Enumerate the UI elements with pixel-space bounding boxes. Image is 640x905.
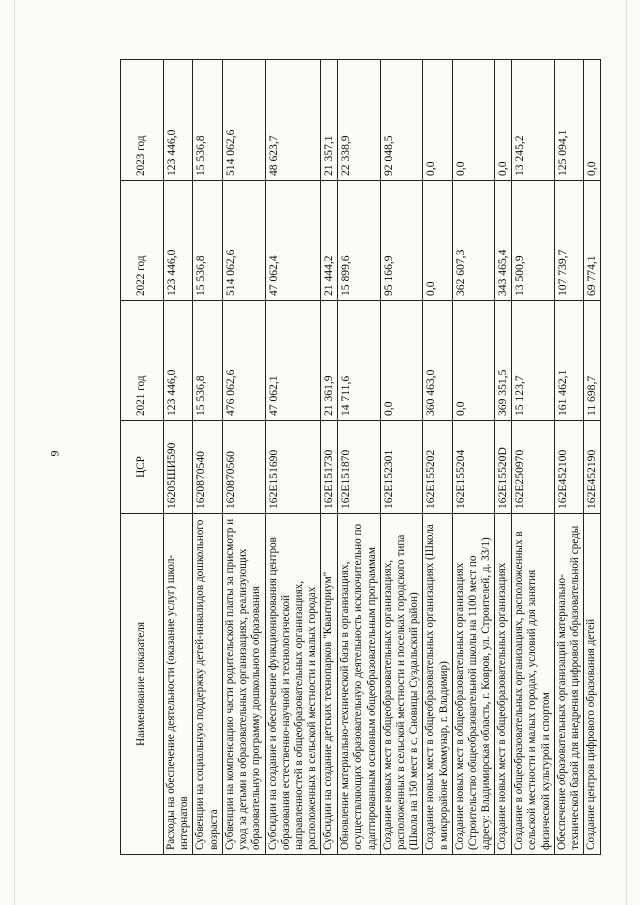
value-2023: 15 536,8 (193, 60, 222, 181)
row-code: 162E151870 (338, 421, 381, 514)
row-code: 162E452100 (554, 421, 583, 514)
row-name: Расходы на обеспечение деятельности (оказание услуг) школ-интернатов (164, 514, 193, 855)
scan-edge-left (14, 0, 15, 905)
row-code: 1620870560 (222, 421, 265, 514)
header-2021: 2021 год (121, 301, 164, 421)
header-name: Наименование показателя (121, 514, 164, 855)
row-code: 16205ШИ590 (164, 421, 193, 514)
value-2023: 514 062,6 (222, 60, 265, 181)
value-2023: 0,0 (495, 60, 512, 181)
value-2021: 14 711,6 (338, 301, 381, 421)
row-code: 162E152301 (380, 421, 423, 514)
value-2021: 476 062,6 (222, 301, 265, 421)
value-2022: 362 607,3 (452, 181, 495, 301)
value-2023: 125 094,1 (554, 60, 583, 181)
table-row (164, 60, 193, 855)
row-name: Создание новых мест в общеобразовательных организациях, расположенных в сельской местности и поселках городского типа (Школа на 150 мест в с. Сновицы Суздальский район) (380, 514, 423, 855)
row-name: Обеспечение образовательных организаций материально-технической базой для внедрения цифровой образовательной среды (554, 514, 583, 855)
value-2021: 21 361,9 (321, 301, 338, 421)
table-row (380, 60, 423, 855)
header-code: ЦСР (121, 421, 164, 514)
value-2022: 95 166,9 (380, 181, 423, 301)
row-name: Субсидии на создание и обеспечение функционирования центров образования естественно-научной и технологической направленностей в общеобразовательных организациях, расположенных в сельской местности и малых городах (265, 514, 321, 855)
value-2022: 21 444,2 (321, 181, 338, 301)
table-row (423, 60, 452, 855)
value-2021: 15 536,8 (193, 301, 222, 421)
row-code: 162E155204 (452, 421, 495, 514)
table-row (222, 60, 265, 855)
row-name: Создание новых мест в общеобразовательных организациях (495, 514, 512, 855)
table-row (452, 60, 495, 855)
table-row (512, 60, 555, 855)
value-2023: 123 446,0 (164, 60, 193, 181)
value-2021: 360 463,0 (423, 301, 452, 421)
table-row (321, 60, 338, 855)
value-2021: 123 446,0 (164, 301, 193, 421)
page-number: 9 (47, 450, 62, 457)
table-header-row (121, 60, 164, 855)
row-code: 162E452190 (584, 421, 601, 514)
value-2022: 47 062,4 (265, 181, 321, 301)
value-2021: 369 351,5 (495, 301, 512, 421)
value-2023: 0,0 (423, 60, 452, 181)
value-2023: 92 048,5 (380, 60, 423, 181)
value-2023: 21 357,1 (321, 60, 338, 181)
table-row (193, 60, 222, 855)
value-2021: 11 698,7 (584, 301, 601, 421)
table-row (265, 60, 321, 855)
table-row (338, 60, 381, 855)
value-2023: 0,0 (584, 60, 601, 181)
table-row (554, 60, 583, 855)
row-code: 162E15520D (495, 421, 512, 514)
row-code: 162E155202 (423, 421, 452, 514)
row-name: Создание новых мест в общеобразовательных организациях (Строительство общеобразовательной школы на 1100 мест по адресу: Владимирская область, г. Ковров, ул. Строителей, д. 33/1) (452, 514, 495, 855)
value-2022: 0,0 (423, 181, 452, 301)
header-2022: 2022 год (121, 181, 164, 301)
value-2023: 48 623,7 (265, 60, 321, 181)
value-2023: 13 245,2 (512, 60, 555, 181)
row-code: 1620870540 (193, 421, 222, 514)
row-name: Создание центров цифрового образования детей (584, 514, 601, 855)
value-2021: 15 123,7 (512, 301, 555, 421)
header-2023: 2023 год (121, 60, 164, 181)
row-code: 162E250970 (512, 421, 555, 514)
value-2022: 123 446,0 (164, 181, 193, 301)
value-2021: 161 462,1 (554, 301, 583, 421)
row-name: Субвенции на компенсацию части родительской платы за присмотр и уход за детьми в образовательных организациях, реализующих образовательную программу дошкольного образования (222, 514, 265, 855)
value-2022: 15 536,8 (193, 181, 222, 301)
value-2021: 0,0 (380, 301, 423, 421)
row-name: Субвенции на социальную поддержку детей-инвалидов дошкольного возраста (193, 514, 222, 855)
value-2021: 0,0 (452, 301, 495, 421)
value-2022: 514 062,6 (222, 181, 265, 301)
budget-table (120, 59, 601, 855)
row-code: 162E151690 (265, 421, 321, 514)
value-2022: 107 739,7 (554, 181, 583, 301)
row-code: 162E151730 (321, 421, 338, 514)
table-row (584, 60, 601, 855)
table-frame (120, 60, 640, 855)
row-name: Обновление материально-технической базы в организациях, осуществляющих образовательную деятельность исключительно по адаптированным основным общеобразовательным программам (338, 514, 381, 855)
value-2022: 69 774,1 (584, 181, 601, 301)
table-body (164, 60, 601, 855)
value-2022: 343 465,4 (495, 181, 512, 301)
value-2022: 13 500,9 (512, 181, 555, 301)
value-2022: 15 899,6 (338, 181, 381, 301)
rotated-table-area (120, 60, 640, 855)
value-2021: 47 062,1 (265, 301, 321, 421)
row-name: Субсидии на создание детских технопарков "Кванториум" (321, 514, 338, 855)
row-name: Создание в общеобразовательных организациях, расположенных в сельской местности и малых городах, условий для занятия физической культурой и спортом (512, 514, 555, 855)
value-2023: 0,0 (452, 60, 495, 181)
value-2023: 22 338,9 (338, 60, 381, 181)
row-name: Создание новых мест в общеобразовательных организациях (Школа в микрорайоне Коммунар, г. Владимир) (423, 514, 452, 855)
table-row (495, 60, 512, 855)
